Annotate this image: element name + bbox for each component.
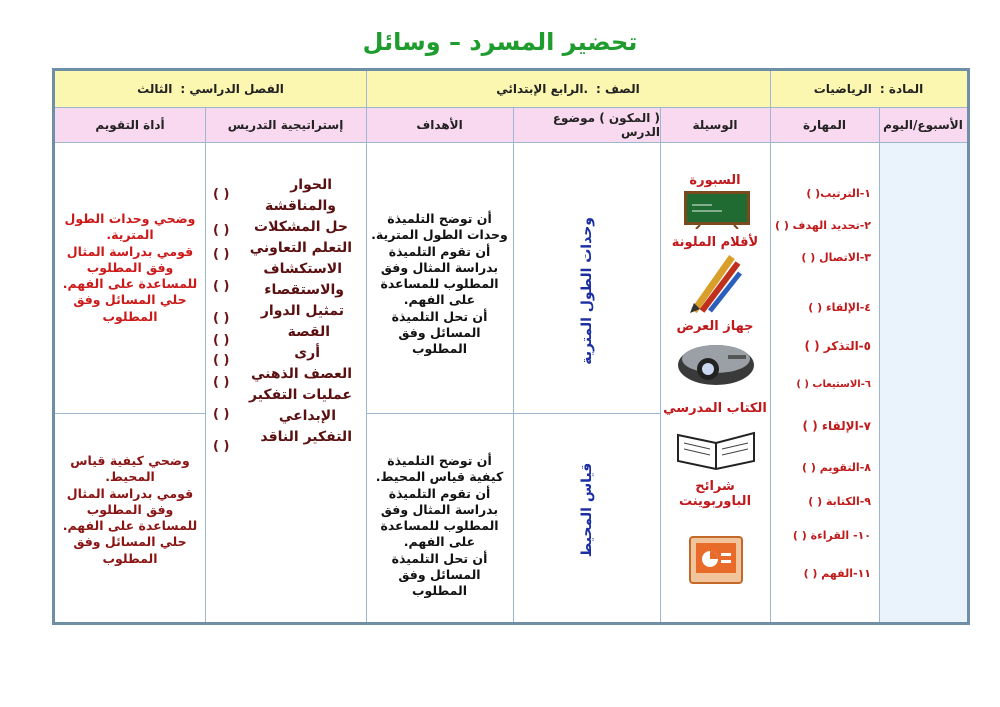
term-label: الفصل الدراسي : [180, 82, 284, 96]
strategy-item: الحوار [290, 177, 332, 193]
powerpoint-icon [688, 535, 744, 585]
skills-cell [770, 143, 879, 622]
lesson-plan-table [52, 68, 970, 625]
strategy-item: الإبداعي [278, 408, 336, 424]
strategy-item: عمليات التفكير [249, 387, 352, 403]
tool-label: شرائح الباوربوينت [678, 479, 752, 509]
skill-item: ١-الترتيب( ) [806, 187, 871, 200]
skill-item: ١٠- القراءة ( ) [792, 529, 871, 542]
skill-item: ٤-الإلقاء ( ) [808, 301, 871, 314]
skill-item: ٨-التقويم ( ) [802, 461, 871, 474]
blackboard-icon [682, 189, 752, 229]
strategy-item: التفكير الناقد [260, 429, 352, 445]
assessment-item: قومي بدراسة المثال وفق المطلوب للمساعدة على الفهم. [62, 243, 198, 291]
assessment-item: قومي بدراسة المثال وفق المطلوب للمساعدة على الفهم. [62, 485, 198, 533]
skill-item: ٥-التذكر ( ) [804, 339, 871, 353]
topic-cell-1 [513, 143, 660, 413]
skill-item: ٣-الاتصال ( ) [801, 251, 871, 264]
assessment-item: حلي المسائل وفق المطلوب [73, 292, 187, 324]
col-week: الأسبوع/اليوم [879, 108, 967, 142]
strategy-checkbox[interactable]: ( ) [213, 353, 230, 368]
strategy-item: والمناقشة [264, 198, 336, 214]
subject-cell [770, 71, 967, 107]
skill-item: ٦-الاستيعاب ( ) [796, 379, 871, 390]
tool-label: الكتاب المدرسي [663, 401, 767, 416]
objective: أن توضح التلميذة وحدات الطول المترية. [371, 211, 508, 243]
assessment-item: وضحي وحدات الطول المترية. [64, 211, 196, 243]
col-tool: الوسيلة [660, 108, 770, 142]
objective: أن تحل التلميذة المسائل وفق المطلوب [391, 550, 488, 598]
grade-cell [366, 71, 770, 107]
strategy-checkbox[interactable]: ( ) [213, 407, 230, 422]
objective: أن تقوم التلميذة بدراسة المثال وفق المطلوب للمساعدة على الفهم. [380, 485, 499, 550]
skill-item: ٧-الإلقاء ( ) [802, 419, 871, 433]
book-icon [674, 421, 758, 471]
skill-item: ٩-الكتابة ( ) [808, 495, 871, 508]
strategy-checkbox[interactable]: ( ) [213, 279, 230, 294]
strategy-item: والاستقصاء [264, 282, 344, 298]
topic-cell-2 [513, 414, 660, 622]
col-assessment: أداة التقويم [55, 108, 205, 142]
tool-label: جهاز العرض [676, 319, 754, 334]
objectives-1 [371, 211, 508, 357]
col-topic: ( المكون ) موضوع الدرس [513, 108, 660, 142]
subject-value: الرياضيات [813, 82, 872, 96]
strategy-item: حل المشكلات [254, 219, 348, 235]
lesson-topic: قياس المحيط [579, 462, 595, 558]
col-skill: المهارة [770, 108, 879, 142]
tool-label: السبورة [689, 173, 741, 188]
strategy-item: التعلم التعاوني [249, 240, 352, 256]
lesson-topic: وحدات الطول المترية [579, 217, 595, 365]
assessment-2 [59, 453, 201, 567]
term-cell [55, 71, 366, 107]
tools-cell [660, 143, 770, 622]
strategy-item: القصة [287, 324, 330, 340]
projector-icon [674, 337, 758, 389]
strategy-cell [205, 143, 366, 622]
strategy-checkbox[interactable]: ( ) [213, 333, 230, 348]
strategy-checkbox[interactable]: ( ) [213, 439, 230, 454]
colored-pencils-icon [688, 253, 744, 313]
strategy-item: تمثيل الدوار [260, 303, 344, 319]
objectives-2 [371, 453, 508, 599]
tool-label: لأقلام الملونة [671, 235, 759, 250]
strategy-checkbox[interactable]: ( ) [213, 247, 230, 262]
strategy-checkbox[interactable]: ( ) [213, 187, 230, 202]
objective: أن تقوم التلميذة بدراسة المثال وفق المطلوب للمساعدة على الفهم. [380, 243, 499, 308]
week-cell [879, 143, 967, 622]
skill-item: ١١-الفهم ( ) [803, 567, 871, 580]
objective: أن تحل التلميذة المسائل وفق المطلوب [391, 308, 488, 356]
strategy-item: العصف الذهني [250, 366, 352, 382]
objective: أن توضح التلميذة كيفية قياس المحيط. [375, 453, 504, 485]
term-value: الثالث [137, 82, 173, 96]
grade-label: الصف : [596, 82, 640, 96]
page-title: تحضير المسرد – وسائل [362, 28, 638, 56]
strategy-checkbox[interactable]: ( ) [213, 311, 230, 326]
col-objectives: الأهداف [366, 108, 513, 142]
strategy-item: أرى [294, 345, 320, 361]
col-strategy: إستراتيجية التدريس [205, 108, 366, 142]
subject-label: المادة : [879, 82, 924, 96]
skill-item: ٢-تحديد الهدف ( ) [774, 219, 871, 232]
grade-value: .الرابع الإبتدائي [496, 82, 589, 96]
strategy-item: الاستكشاف [263, 261, 342, 277]
strategy-checkbox[interactable]: ( ) [213, 223, 230, 238]
assessment-item: حلي المسائل وفق المطلوب [73, 534, 187, 566]
assessment-item: وضحي كيفية قياس المحيط. [70, 453, 190, 485]
strategy-checkbox[interactable]: ( ) [213, 375, 230, 390]
assessment-1 [59, 211, 201, 325]
